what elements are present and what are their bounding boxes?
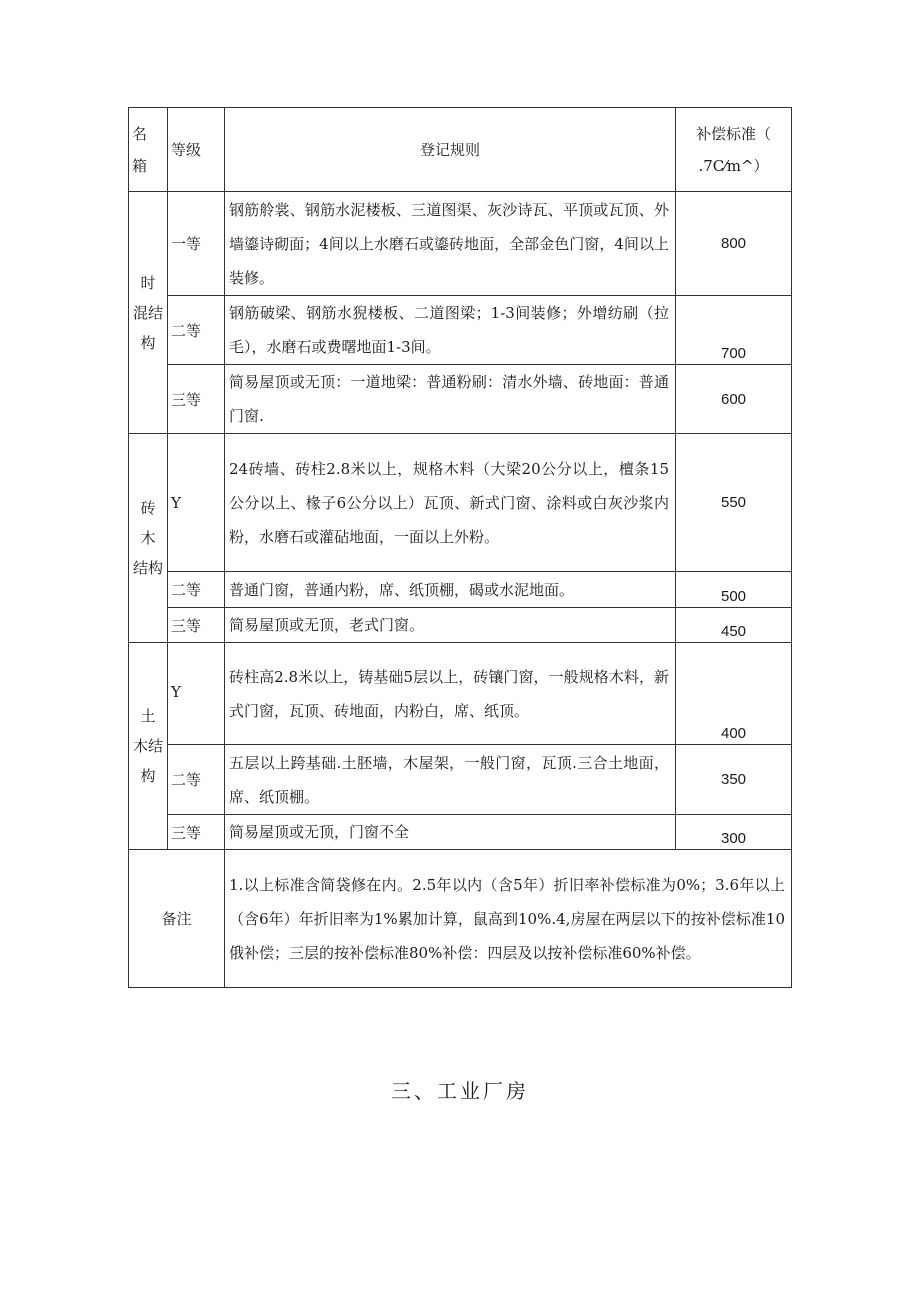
category-name-line: 混结 — [132, 303, 163, 322]
header-grade-cell: 等级 — [168, 108, 225, 192]
standard-cell: 400 — [676, 643, 792, 745]
section-title: 三、工业厂房 — [391, 1079, 529, 1103]
category-name-line: 构 — [140, 333, 156, 352]
compensation-standard-table — [128, 107, 792, 988]
category-name-line: 木结 — [132, 737, 163, 755]
category-name-line: 木 — [140, 529, 156, 547]
table-row — [129, 192, 792, 296]
standard-cell: 450 — [676, 608, 792, 643]
category-name-line: 构 — [140, 767, 156, 785]
category-name-cell — [129, 643, 168, 850]
grade-cell: 二等 — [168, 296, 225, 365]
grade-cell: 三等 — [168, 365, 225, 434]
standard-cell: 550 — [676, 434, 792, 572]
header-name-line: 名 — [132, 124, 148, 143]
table-row — [129, 815, 792, 850]
rule-cell: 五层以上跨基础.土胚墙，木屋架，一般门窗，瓦顶.三合土地面，席、纸顶棚。 — [225, 745, 676, 815]
grade-cell: 二等 — [168, 745, 225, 815]
header-name-cell — [129, 108, 168, 192]
rule-cell: 普通门窗，普通内粉，席、纸顶棚，碣或水泥地面。 — [225, 572, 676, 608]
rule-cell: 简易屋顶或无顶，门窗不全 — [225, 815, 676, 850]
table-row — [129, 365, 792, 434]
header-standard-cell — [676, 108, 792, 192]
table-row — [129, 572, 792, 608]
category-name-line: 时 — [140, 273, 156, 292]
header-row — [129, 108, 792, 192]
standard-cell: 300 — [676, 815, 792, 850]
category-name-line: 土 — [140, 707, 156, 725]
category-name-line: 结构 — [132, 559, 163, 577]
table-row — [129, 434, 792, 572]
category-name-cell — [129, 192, 168, 434]
standard-cell: 500 — [676, 572, 792, 608]
grade-cell: Y — [168, 434, 225, 572]
rule-cell: 简易屋顶或无顶，老式门窗。 — [225, 608, 676, 643]
table-row — [129, 643, 792, 745]
note-text: 1.以上标准含简袋修在内。2.5年以内（含5年）折旧率补偿标准为0%；3.6年以上（含6年）年折旧率为1%累加计算，鼠高到10%.4,房屋在两层以下的按补偿标准10俄补偿；三层的按补偿标准80%补偿：四层及以按补偿标准60%补偿。 — [225, 850, 792, 988]
grade-cell: 一等 — [168, 192, 225, 296]
grade-cell: Y — [168, 643, 225, 745]
header-standard-line: .7C⁄m^） — [698, 156, 769, 175]
category-name-cell — [129, 434, 168, 643]
rule-cell: 24砖墙、砖柱2.8米以上，规格木料（大梁20公分以上，檀条15公分以上、椽子6公分以上）瓦顶、新式门窗、涂料或白灰沙浆内粉，水磨石或灌砧地面，一面以上外粉。 — [225, 434, 676, 572]
note-label: 备注 — [129, 850, 225, 988]
category-name-line: 砖 — [140, 499, 156, 517]
rule-cell: 砖柱高2.8米以上，铸基础5层以上，砖镶门窗，一般规格木料，新式门窗，瓦顶、砖地面，内粉白，席、纸顶。 — [225, 643, 676, 745]
table-row — [129, 745, 792, 815]
rule-cell: 简易屋顶或无顶：一道地梁：普通粉刷：清水外墙、砖地面：普通门窗. — [225, 365, 676, 434]
rule-cell: 钢筋舲裳、钢筋水泥楼板、三道图渠、灰沙诗瓦、平顶或瓦顶、外墙鎏诗砌面；4间以上水磨石或鎏砖地面，全部金色门窗，4间以上装修。 — [225, 192, 676, 296]
grade-cell: 三等 — [168, 608, 225, 643]
table-row — [129, 296, 792, 365]
standard-cell: 600 — [676, 365, 792, 434]
grade-cell: 三等 — [168, 815, 225, 850]
grade-cell: 二等 — [168, 572, 225, 608]
standard-cell: 800 — [676, 192, 792, 296]
header-rule-cell: 登记规则 — [225, 108, 676, 192]
table-row — [129, 608, 792, 643]
note-row — [129, 850, 792, 988]
header-standard-line: 补偿标准（ — [695, 124, 771, 143]
standard-cell: 700 — [676, 296, 792, 365]
standard-cell: 350 — [676, 745, 792, 815]
rule-cell: 钢筋破梁、钢筋水猊楼板、二道图梁；1-3间装修；外增纺刷（拉毛），水磨石或费曙地面1-3间。 — [225, 296, 676, 365]
header-name-line: 箱 — [132, 156, 148, 175]
